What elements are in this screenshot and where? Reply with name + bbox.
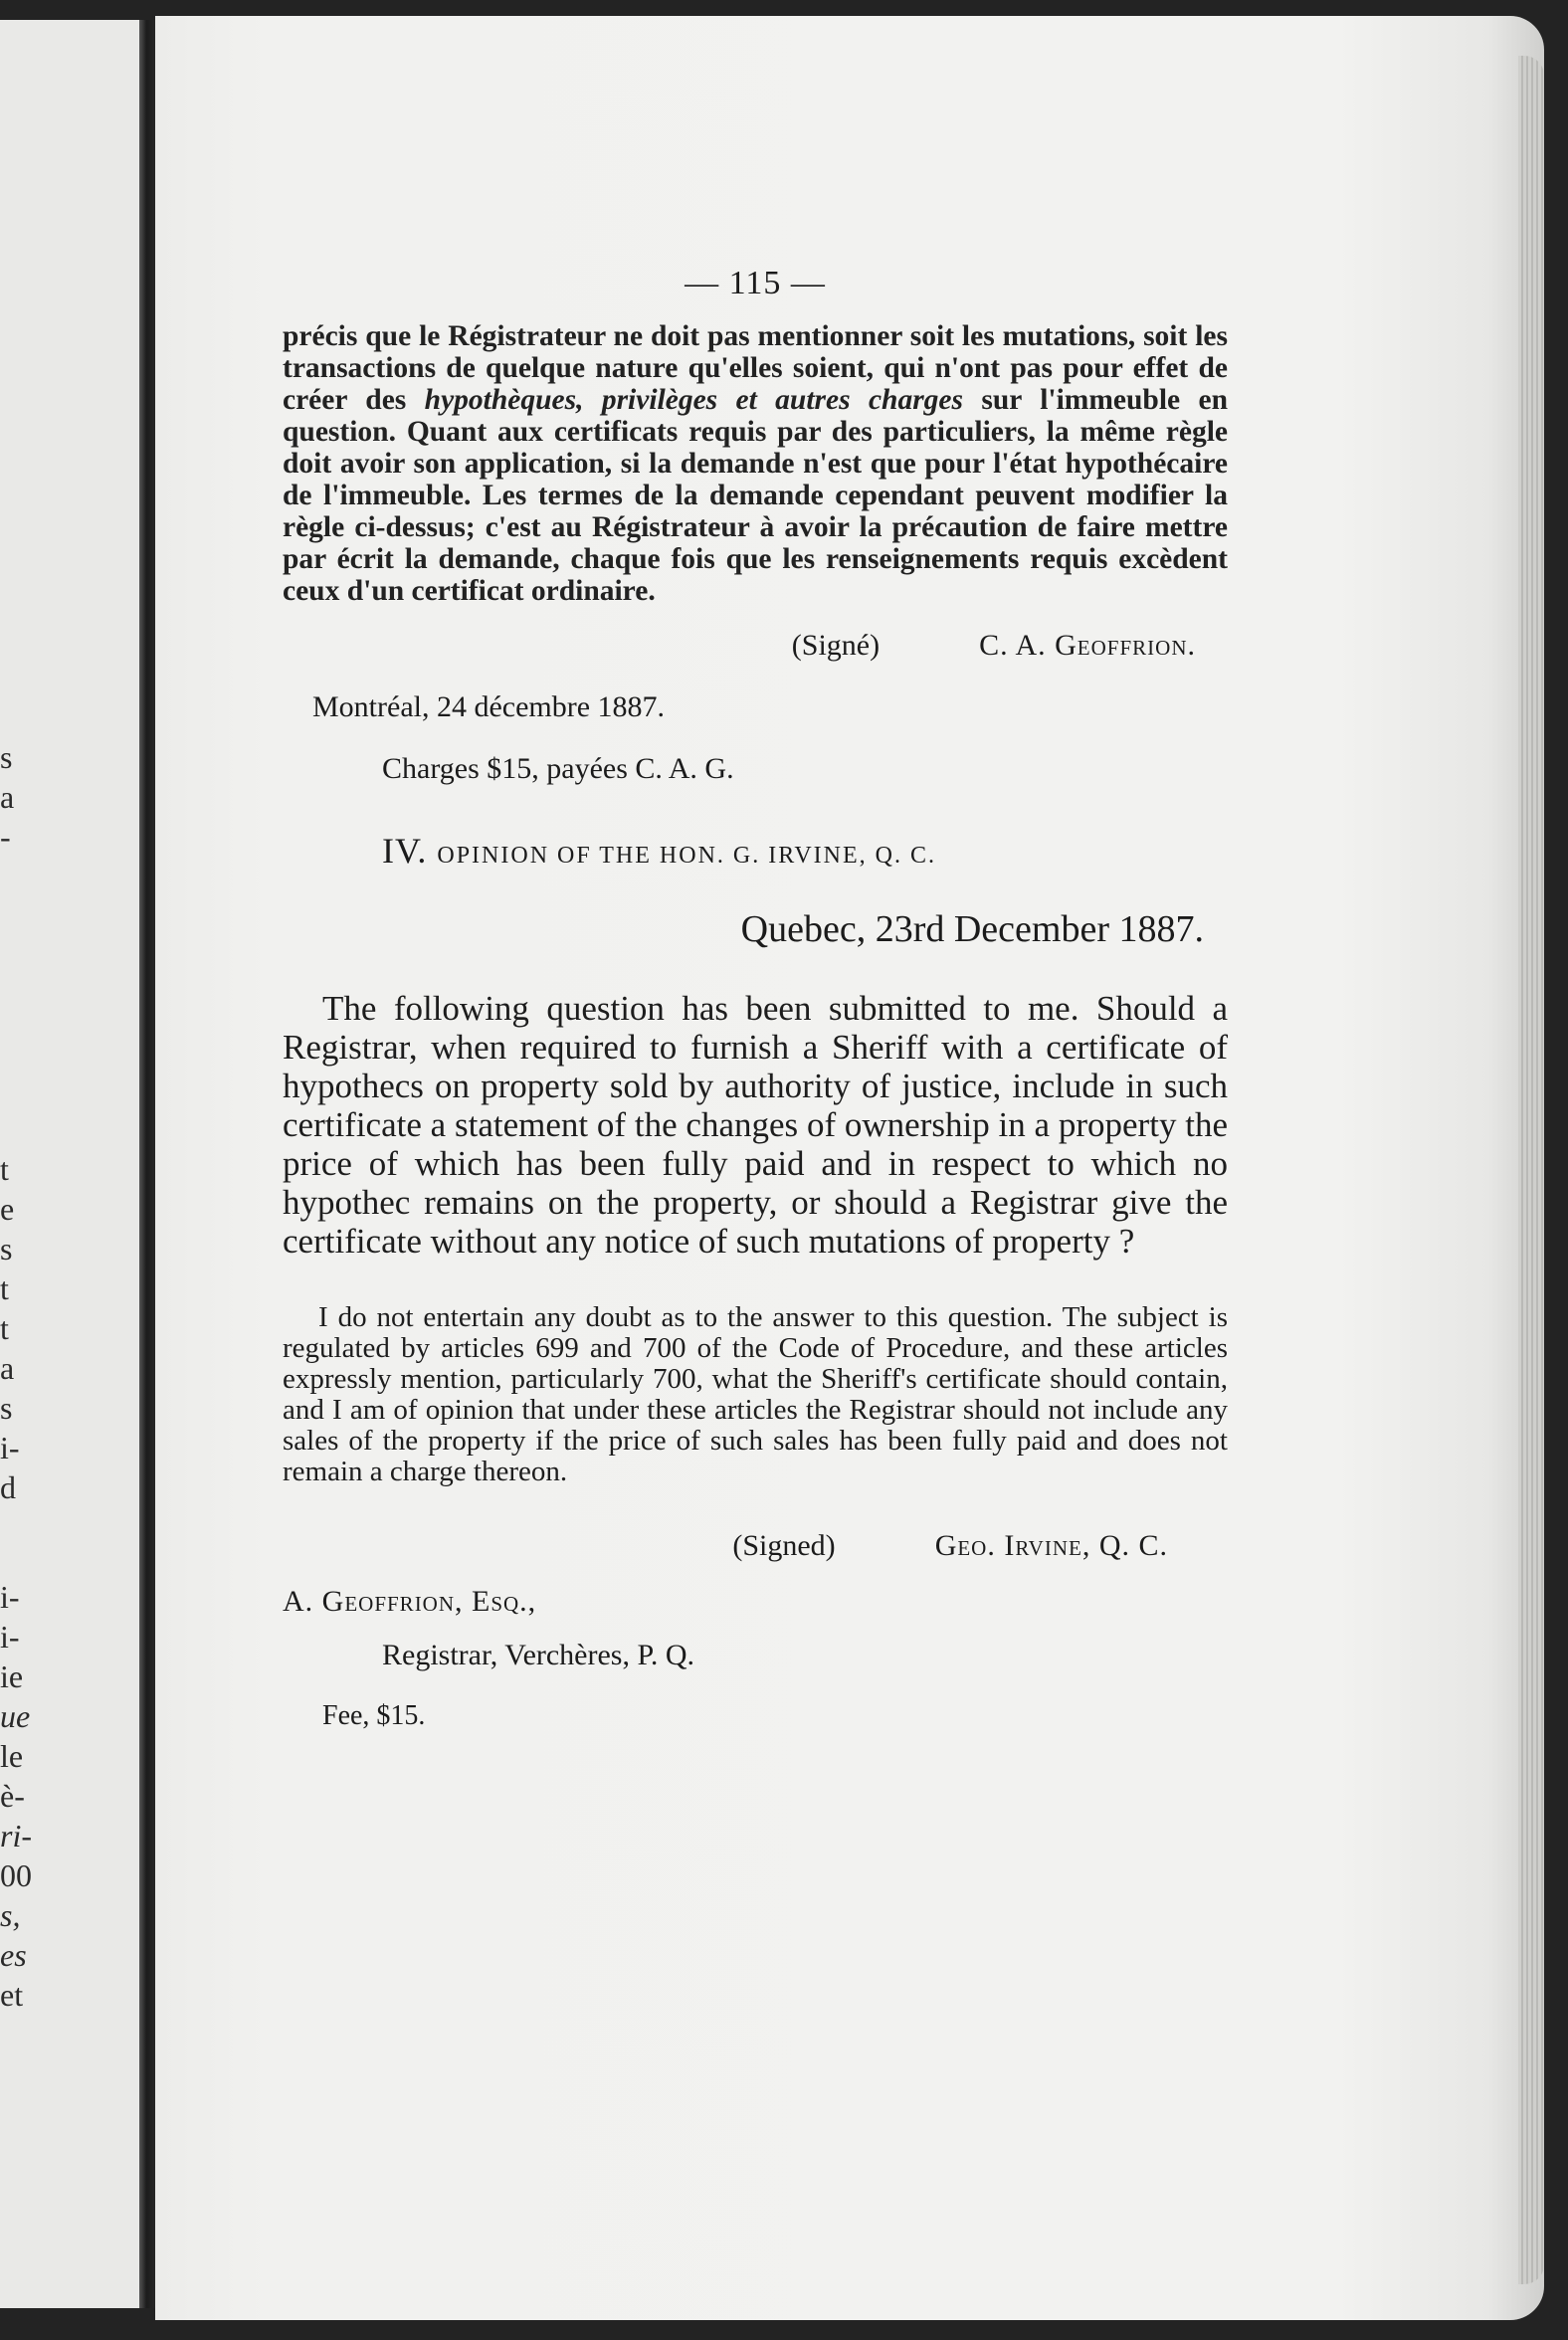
adjacent-fragment: è- (0, 1778, 25, 1814)
adjacent-fragment: s, (0, 1897, 21, 1933)
addressee-title: Registrar, Verchères, P. Q. (382, 1639, 695, 1671)
adjacent-fragment: t (0, 1270, 9, 1306)
adjacent-fragment: e (0, 1191, 15, 1227)
adjacent-fragment: s (0, 739, 13, 775)
french-charges: Charges $15, payées C. A. G. (382, 752, 734, 785)
adjacent-fragment: 00 (0, 1857, 32, 1893)
opinion-heading (382, 830, 1228, 872)
french-date: Montréal, 24 décembre 1887. (312, 690, 666, 723)
page-edge-stack (1518, 56, 1544, 2284)
answer-paragraph: I do not entertain any doubt as to the answer to this question. The subject is regulated by articles 699 and 700 of the Code of Procedure, and these articles expressly mention, particularly 700, what the Sheriff's certificate should contain, and I am of opinion that under these articles the Registrar should not include any sales of the property if the price of such sales has been fully paid and does not remain a charge thereon. (283, 1301, 1228, 1487)
french-text-part2: sur l'immeuble en question. Quant aux certificats requis par des particuliers, la même règle doit avoir son application, si la demande n'est que pour l'état hypothécaire de l'immeuble. Les termes de la demande cependant peuvent modifier la règle ci-dessus; c'est au Régistrateur à avoir la précaution de faire mettre par écrit la demande, chaque fois que les renseignements requis excèdent ceux d'un certificat ordinaire. (283, 384, 1228, 607)
opinion-date: Quebec, 23rd December 1887. (740, 908, 1204, 950)
adjacent-fragment: ie (0, 1658, 24, 1694)
addressee-name: A. Geoffrion, Esq., (283, 1585, 537, 1618)
adjacent-fragment: s (0, 1231, 13, 1267)
book-page (155, 16, 1544, 2320)
french-text-part1: précis que le Régistrateur ne doit pas mentionner soit les mutations, soit les transactions de quelque nature qu'elles soient, qui n'ont pas pour effet de créer des (283, 320, 1228, 416)
adjacent-fragment: le (0, 1738, 24, 1774)
opinion-numeral: IV. (382, 831, 428, 871)
adjacent-fragment: i- (0, 1430, 20, 1465)
page-number: — 115 — (685, 265, 826, 301)
adjacent-fragment: a (0, 779, 15, 815)
adjacent-fragment: ri- (0, 1818, 32, 1853)
adjacent-fragment: s (0, 1390, 13, 1426)
english-signature-name: Geo. Irvine, Q. C. (934, 1529, 1168, 1562)
opinion-title: OPINION OF THE HON. G. IRVINE, Q. C. (437, 843, 936, 869)
page-content (283, 265, 1228, 1732)
english-signature (283, 1529, 1168, 1563)
adjacent-fragment: et (0, 1977, 24, 2013)
french-signature-label: (Signé) (791, 629, 881, 662)
adjacent-fragment: d (0, 1469, 16, 1505)
adjacent-fragment: t (0, 1151, 9, 1187)
fee-line: Fee, $15. (322, 1700, 426, 1731)
adjacent-fragment: i- (0, 1619, 20, 1655)
adjacent-fragment: es (0, 1937, 27, 1973)
french-signature (283, 629, 1196, 663)
french-text-italic: hypothèques, privilèges et autres charges (424, 384, 964, 416)
adjacent-fragment: i- (0, 1579, 20, 1615)
question-paragraph: The following question has been submitted to me. Should a Registrar, when required to furnish a Sheriff with a certificate of hypothecs on property sold by authority of justice, include in such certificate a statement of the changes of ownership in a property the price of which has been fully paid and in respect to which no hypothec remains on the property, or should a Registrar give the certificate without any notice of such mutations of property ? (283, 989, 1228, 1261)
adjacent-fragment: t (0, 1310, 9, 1346)
adjacent-fragment: a (0, 1350, 15, 1386)
french-paragraph (283, 320, 1228, 607)
french-signature-name: C. A. Geoffrion. (979, 629, 1196, 662)
adjacent-fragment: ue (0, 1698, 31, 1734)
english-signature-label: (Signed) (732, 1529, 836, 1562)
adjacent-page-edge (0, 20, 145, 2308)
adjacent-fragment: - (0, 819, 11, 855)
